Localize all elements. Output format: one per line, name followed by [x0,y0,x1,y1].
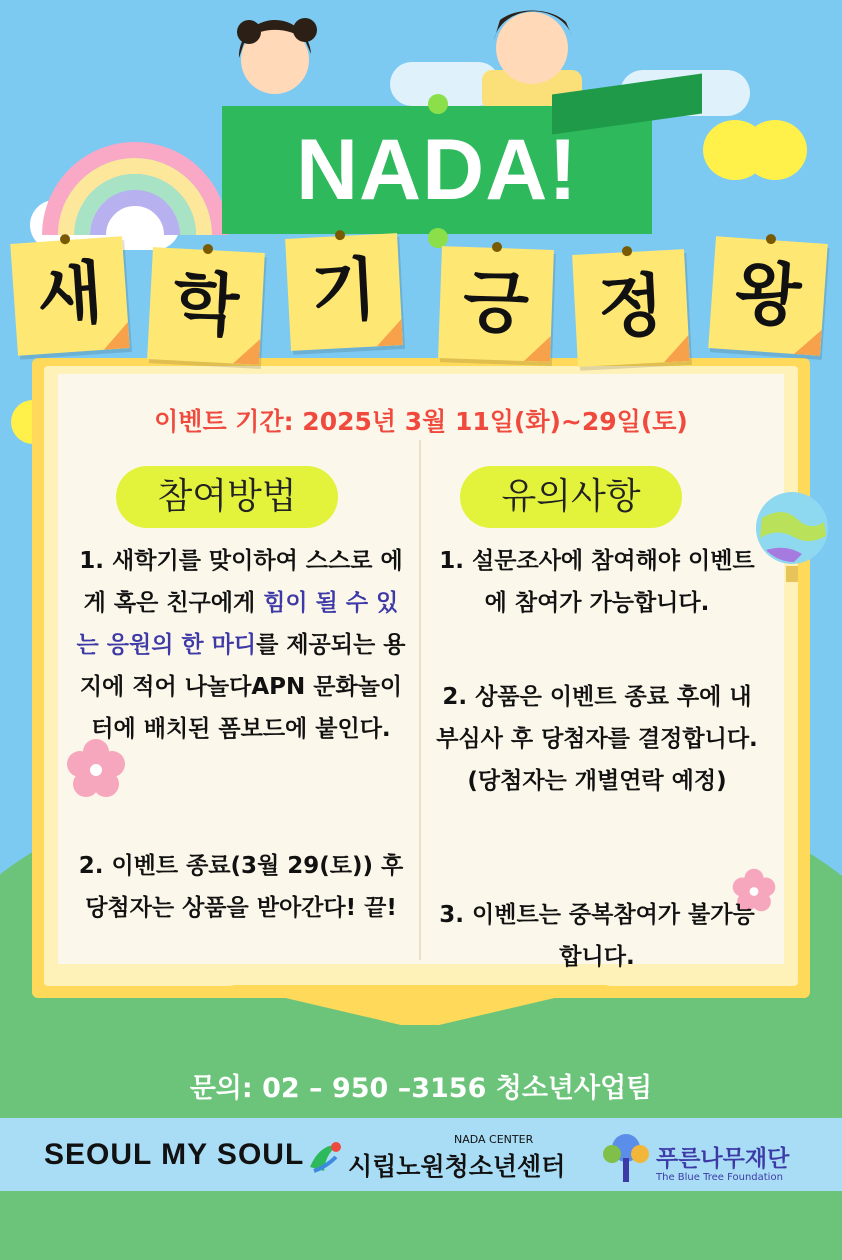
note-character: 새 [34,253,106,338]
rainbow-icon [40,110,230,240]
sticky-note [285,233,403,351]
green-ball-icon [426,92,450,116]
book-spine [419,440,421,960]
sticky-note [438,246,554,362]
participation-step1 [76,540,406,750]
center-logo-icon [306,1137,346,1177]
note-character: 기 [309,250,379,333]
note-character: 정 [596,266,666,349]
sticky-note [147,247,265,365]
note-character: 왕 [732,253,804,338]
sticky-note [572,249,690,367]
seoul-my-soul-logo: SEOUL MY SOUL [44,1138,305,1171]
globe-icon [752,488,832,588]
notice-item-1: 1. 설문조사에 참여해야 이벤트에 참여가 가능합니다. [439,548,755,616]
tree-logo-icon [598,1130,654,1186]
contact-info: 문의: 02 – 950 –3156 청소년사업팀 [189,1073,653,1104]
sticky-note [10,236,130,356]
foundation-korean-name: 푸른나무재단 [656,1146,790,1172]
foundation-english-name: The Blue Tree Foundation [656,1172,783,1183]
center-korean-name: 시립노원청소년센터 [348,1152,566,1181]
title-banner [222,106,652,234]
note-character: 학 [171,264,241,347]
participation-step2: 2. 이벤트 종료(3월 29(토)) 후 당첨자는 상품을 받아간다! 끝! [78,853,404,921]
step1-highlight: 힘이 될 수 있는 응원의 한 마디 [76,590,399,658]
notice-item-2: 2. 상품은 이벤트 종료 후에 내부심사 후 당첨자를 결정합니다.(당첨자는 개별연락 예정) [436,684,758,794]
note-character: 긍 [461,262,531,345]
participation-heading: 참여방법 [116,466,338,528]
girl-character-icon [225,10,335,110]
butterfly-icon [700,110,810,190]
center-english-name: NADA CENTER [454,1133,534,1146]
notice-item-3: 3. 이벤트는 중복참여가 불가능합니다. [439,902,755,970]
step1-text-b: 를 제공되는 용지에 적어 나놀다APN 문화놀이터에 배치된 폼보드에 붙인다. [79,632,406,742]
notice-heading: 유의사항 [460,466,682,528]
event-period: 이벤트 기간: 2025년 3월 11일(화)~29일(토) [154,407,688,436]
page-title: NADA! [295,122,579,218]
step1-text-a: 1. 새학기를 맞이하여 스스로 에게 혹은 친구에게 [79,548,403,616]
sticky-note [708,236,828,356]
